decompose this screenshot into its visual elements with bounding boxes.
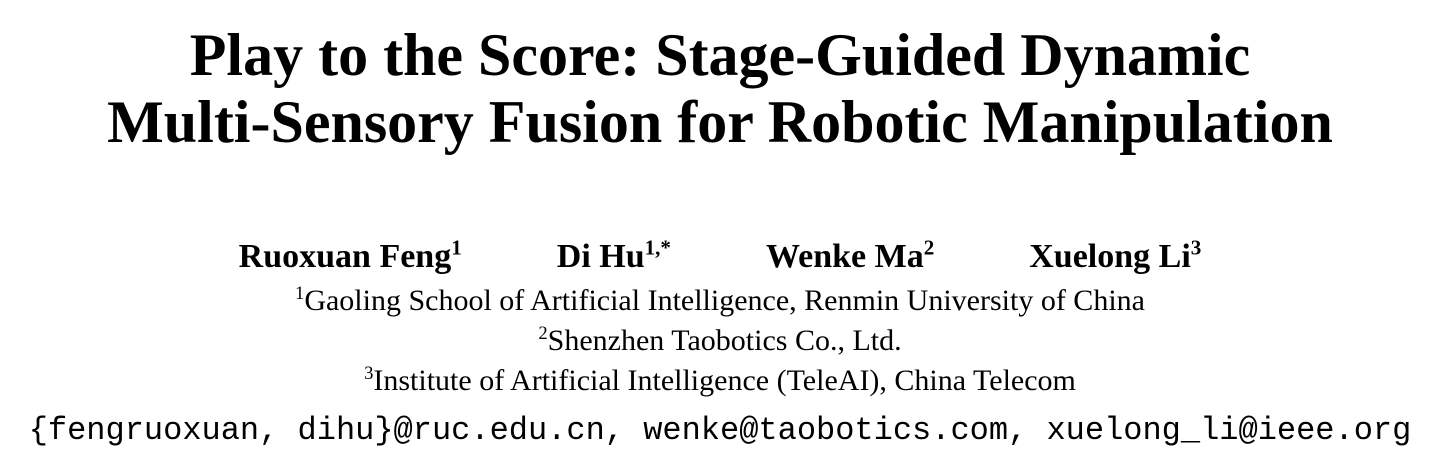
author-name: Xuelong Li xyxy=(1029,238,1191,275)
author-name: Wenke Ma xyxy=(765,238,924,275)
affiliation-2 xyxy=(0,321,1440,361)
affiliation-list xyxy=(0,281,1440,401)
author-affiliation-marker: 1,* xyxy=(644,235,671,260)
paper-title xyxy=(0,0,1440,156)
author-ruoxuan-feng xyxy=(239,236,462,278)
author-affiliation-marker: 1 xyxy=(451,235,462,260)
author-wenke-ma xyxy=(766,236,934,278)
email-line: {fengruoxuan, dihu}@ruc.edu.cn, wenke@taobotics.com, xuelong_li@ieee.org xyxy=(28,412,1412,449)
paper-title-line-1: Play to the Score: Stage-Guided Dynamic xyxy=(189,22,1251,88)
affiliation-1 xyxy=(0,281,1440,321)
affiliation-marker: 1 xyxy=(295,283,305,304)
author-affiliation-marker: 2 xyxy=(923,235,935,260)
affiliation-text: Shenzhen Taobotics Co., Ltd. xyxy=(547,324,902,357)
author-xuelong-li xyxy=(1029,236,1201,278)
author-list xyxy=(0,236,1440,278)
author-name: Ruoxuan Feng xyxy=(238,238,452,275)
affiliation-marker: 3 xyxy=(364,363,374,384)
author-affiliation-marker: 3 xyxy=(1190,235,1202,260)
affiliation-marker: 2 xyxy=(538,323,548,344)
author-di-hu xyxy=(557,236,671,278)
affiliation-3 xyxy=(0,361,1440,401)
affiliation-text: Institute of Artificial Intelligence (TeleAI), China Telecom xyxy=(373,364,1076,397)
author-name: Di Hu xyxy=(556,238,645,275)
affiliation-text: Gaoling School of Artificial Intelligence, Renmin University of China xyxy=(304,284,1145,317)
paper-title-line-2: Multi-Sensory Fusion for Robotic Manipulation xyxy=(107,89,1333,155)
